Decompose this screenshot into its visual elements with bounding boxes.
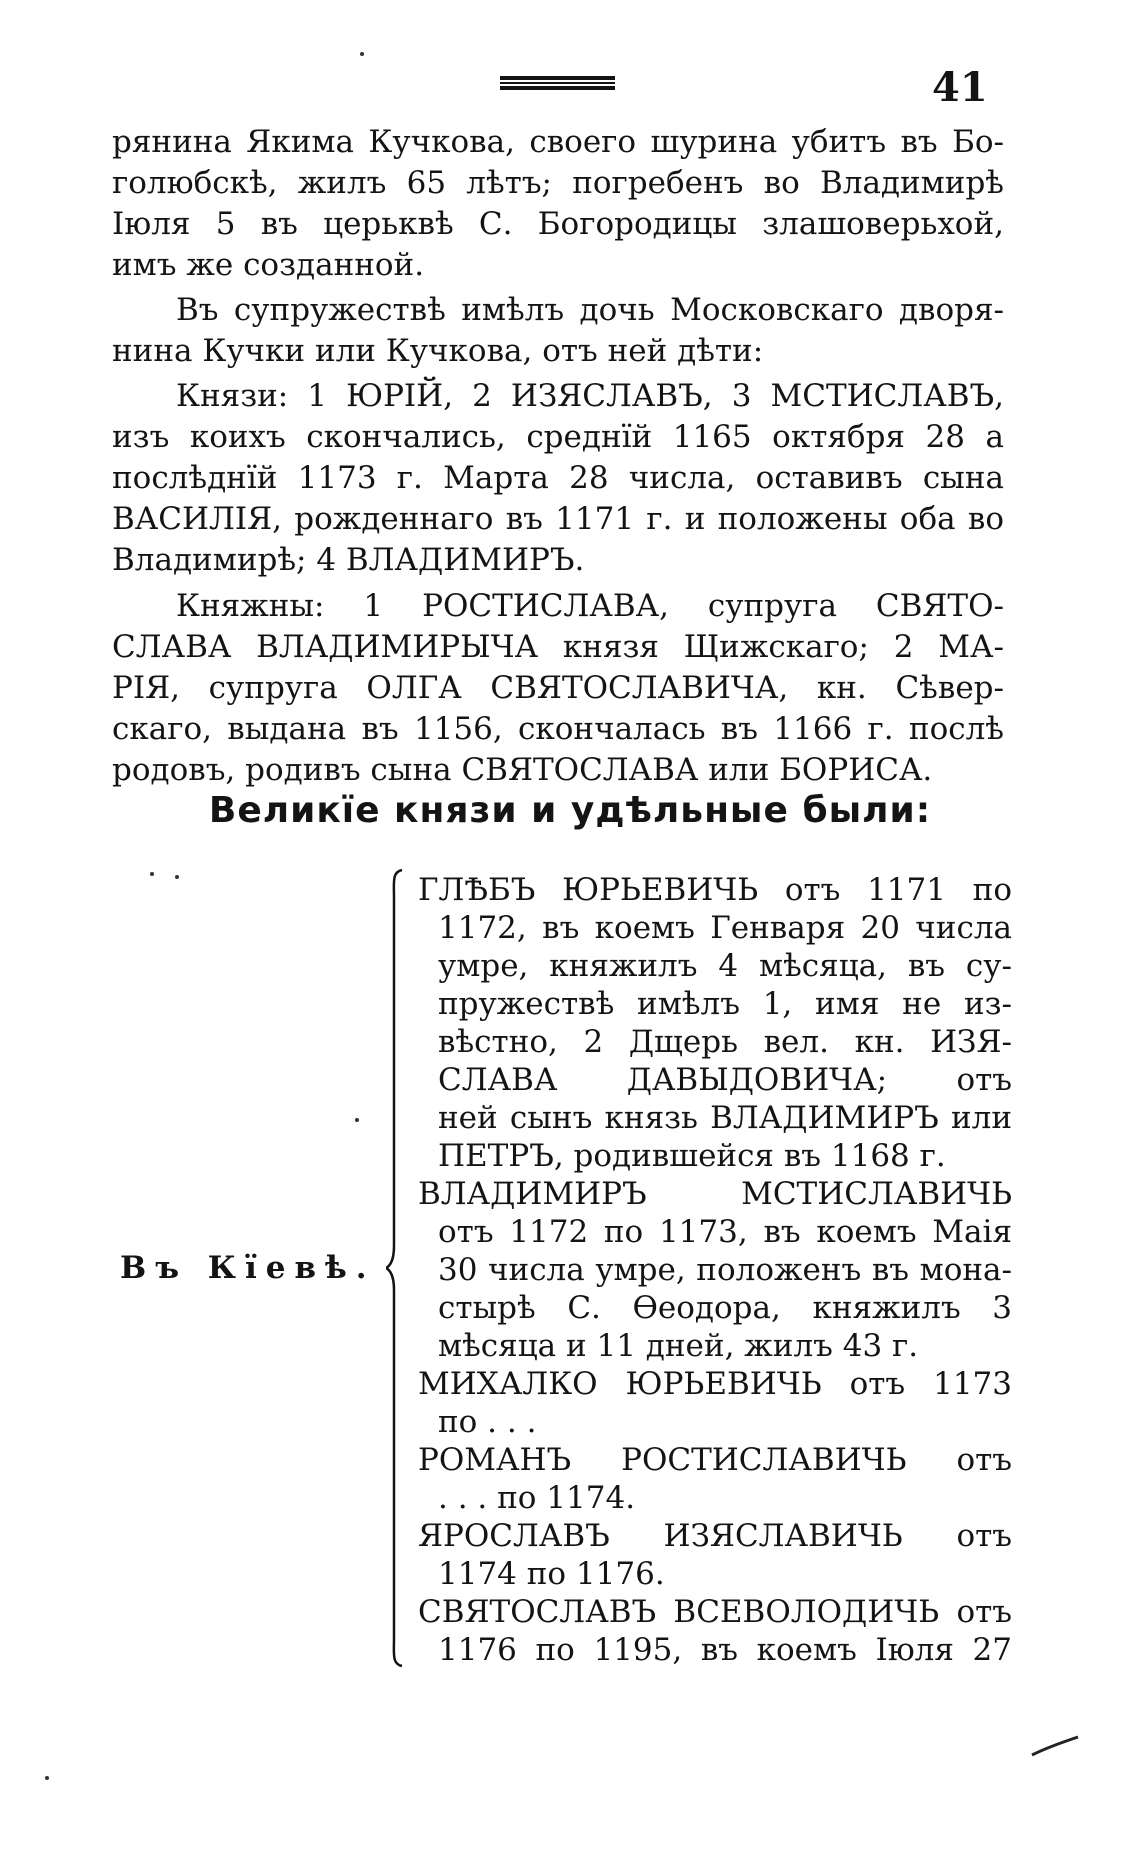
ruler-entry-line: 1172, въ коемъ Генваря 20 числа [438, 910, 1012, 946]
ruler-entry-line: СЛАВА ДАВЫДОВИЧА; отъ [438, 1062, 1012, 1098]
ruler-entry-line: МИХАЛКО ЮРЬЕВИЧЬ отъ 1173 [418, 1366, 1012, 1402]
ruler-entry-line: 1174 по 1176. [438, 1556, 665, 1592]
ruler-entry-line: РОМАНЪ РОСТИСЛАВИЧЬ отъ [418, 1442, 1012, 1478]
text-line: нина Кучки или Кучкова, отъ ней дѣти: [112, 333, 764, 369]
text-line: голюбскѣ, жилъ 65 лѣтъ; погребенъ во Владимирѣ [112, 165, 1004, 201]
ruler-entry-line: умре, княжилъ 4 мѣсяца, въ су- [438, 948, 1012, 984]
text-line: Княжны: 1 РОСТИСЛАВА, супруга СВЯТО- [176, 588, 1004, 624]
scan-speck [45, 1776, 49, 1780]
text-line: СЛАВА ВЛАДИМИРЫЧА князя Щижскаго; 2 МА- [112, 629, 1004, 665]
text-line: послѣднїй 1173 г. Марта 28 числа, оставивъ сына [112, 460, 1004, 496]
ruler-entry-line: ней сынъ князь ВЛАДИМИРЪ или [438, 1100, 1012, 1136]
text-line: РІЯ, супруга ОЛГА СВЯТОСЛАВИЧА, кн. Сѣвер- [112, 670, 1004, 706]
ruler-entry-line: пружествѣ имѣлъ 1, имя не из- [438, 986, 1012, 1022]
ruler-entry-line: отъ 1172 по 1173, въ коемъ Маія [438, 1214, 1012, 1250]
ruler-entry-line: мѣсяца и 11 дней, жилъ 43 г. [438, 1328, 919, 1364]
ruler-entry-line: ЯРОСЛАВЪ ИЗЯСЛАВИЧЬ отъ [418, 1518, 1012, 1554]
scan-speck [175, 875, 179, 879]
scan-speck [150, 872, 154, 876]
ruler-entry-line: 1176 по 1195, въ коемъ Іюля 27 [438, 1632, 1012, 1668]
section-heading: Великїе князи и удѣльные были: [208, 790, 932, 831]
text-line: Іюля 5 въ церьквѣ С. Богородицы злашоверьхой, [112, 206, 1004, 242]
ruler-entry-line: вѣстно, 2 Дщерь вел. кн. ИЗЯ- [438, 1024, 1012, 1060]
side-label: Въ Кїевѣ. [120, 1250, 376, 1286]
ruler-entry-line: ГЛѢБЪ ЮРЬЕВИЧЬ отъ 1171 по [418, 872, 1012, 908]
ruler-entry-line: 30 числа умре, положенъ въ мона- [438, 1252, 1012, 1288]
header-ornament-rule [500, 76, 615, 90]
scan-speck [360, 52, 364, 56]
page-number: 41 [932, 64, 988, 111]
text-line: ВАСИЛІЯ, рожденнаго въ 1171 г. и положены оба во [112, 501, 1004, 537]
text-line: изъ коихъ скончались, среднїй 1165 октября 28 а [112, 419, 1004, 455]
scan-speck [355, 1118, 359, 1122]
ruler-entry-line: ВЛАДИМИРЪ МСТИСЛАВИЧЬ [418, 1176, 1012, 1212]
ruler-entry-line: по . . . [438, 1404, 537, 1440]
ink-mark [1030, 1735, 1080, 1757]
text-line: скаго, выдана въ 1156, скончалась въ 1166 г. послѣ [112, 711, 1004, 747]
text-line: родовъ, родивъ сына СВЯТОСЛАВА или БОРИСА. [112, 752, 933, 788]
ruler-entry-line: ПЕТРЪ, родившейся въ 1168 г. [438, 1138, 946, 1174]
text-line: имъ же созданной. [112, 247, 425, 283]
text-line: Князи: 1 ЮРІЙ, 2 ИЗЯСЛАВЪ, 3 МСТИСЛАВЪ, [176, 378, 1004, 414]
text-line: Въ супружествѣ имѣлъ дочь Московскаго дворя- [176, 292, 1004, 328]
ruler-entry-line: СВЯТОСЛАВЪ ВСЕВОЛОДИЧЬ отъ [418, 1594, 1012, 1630]
curly-brace [386, 868, 404, 1668]
ruler-entry-line: стырѣ С. Ѳеодора, княжилъ 3 [438, 1290, 1012, 1326]
text-line: рянина Якима Кучкова, своего шурина убитъ въ Бо- [112, 124, 1004, 160]
text-line: Владимирѣ; 4 ВЛАДИМИРЪ. [112, 542, 585, 578]
ruler-entry-line: . . . по 1174. [438, 1480, 636, 1516]
